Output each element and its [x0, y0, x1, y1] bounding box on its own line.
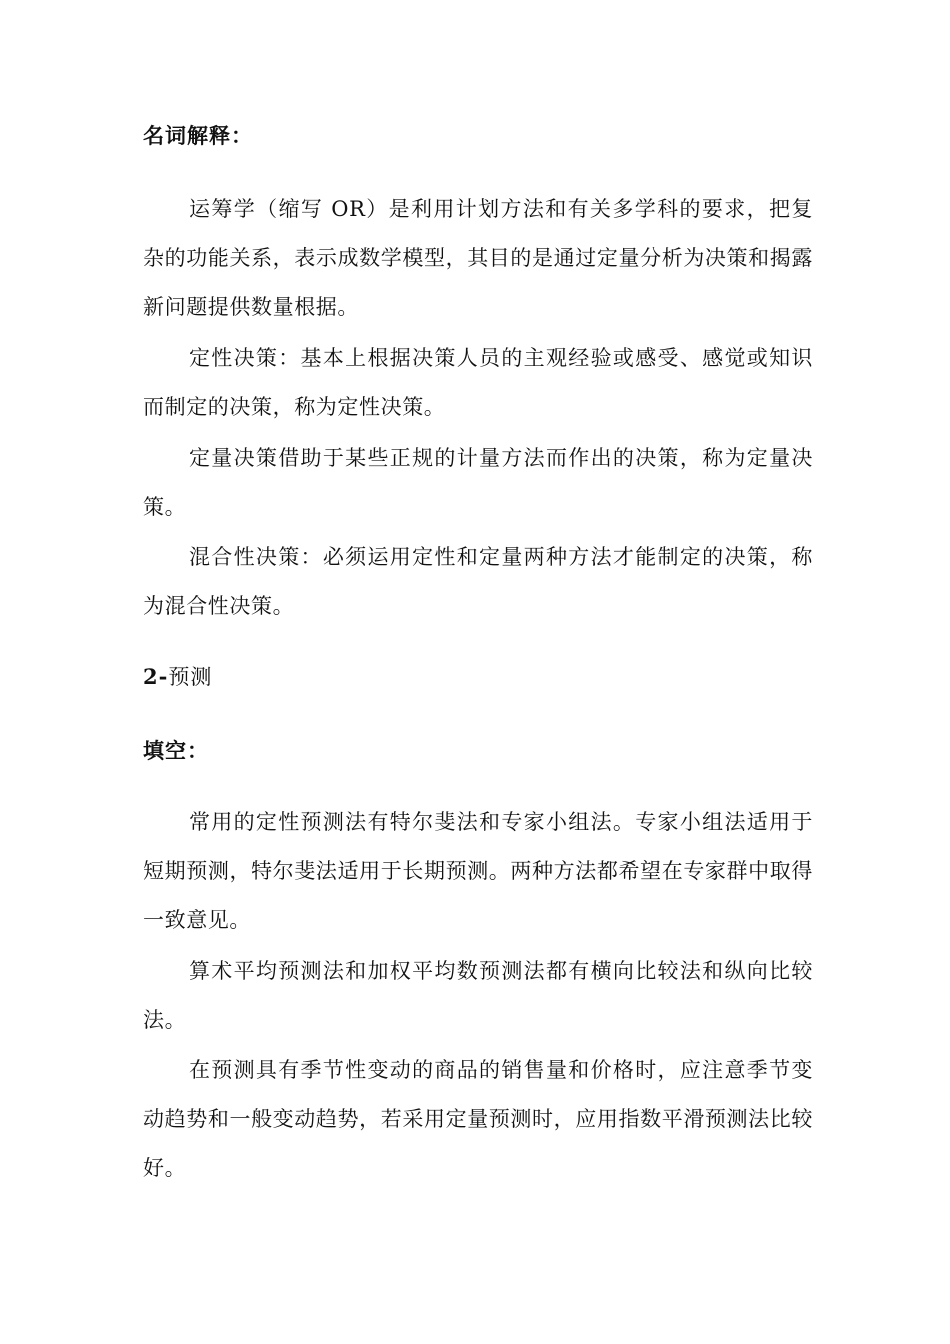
- paragraph-average-forecasting: 算术平均预测法和加权平均数预测法都有横向比较法和纵向比较法。: [143, 959, 813, 1032]
- section-heading-definitions: 名词解释：: [143, 124, 253, 148]
- paragraph-operations-research: 运筹学（缩写 OR）是利用计划方法和有关多学科的要求，把复杂的功能关系，表示成数学模型，其目的是通过定量分析为决策和揭露新问题提供数量根据。: [143, 197, 813, 319]
- paragraph-mixed-decision: 混合性决策：必须运用定性和定量两种方法才能制定的决策，称为混合性决策。: [143, 545, 813, 618]
- paragraph-qualitative-forecasting: 常用的定性预测法有特尔斐法和专家小组法。专家小组法适用于短期预测，特尔斐法适用于长期预测。两种方法都希望在专家群中取得一致意见。: [143, 810, 813, 932]
- section-title-text: 预测: [168, 665, 213, 689]
- paragraph-seasonal-forecasting: 在预测具有季节性变动的商品的销售量和价格时，应注意季节变动趋势和一般变动趋势，若采用定量预测时，应用指数平滑预测法比较好。: [143, 1058, 813, 1180]
- section-number: 2-: [143, 664, 169, 689]
- section-heading-fill-in: 填空：: [143, 739, 209, 763]
- paragraph-quantitative-decision: 定量决策借助于某些正规的计量方法而作出的决策，称为定量决策。: [143, 446, 813, 519]
- paragraph-qualitative-decision: 定性决策：基本上根据决策人员的主观经验或感受、感觉或知识而制定的决策，称为定性决策。: [143, 346, 813, 419]
- section-title-forecasting: [143, 662, 212, 692]
